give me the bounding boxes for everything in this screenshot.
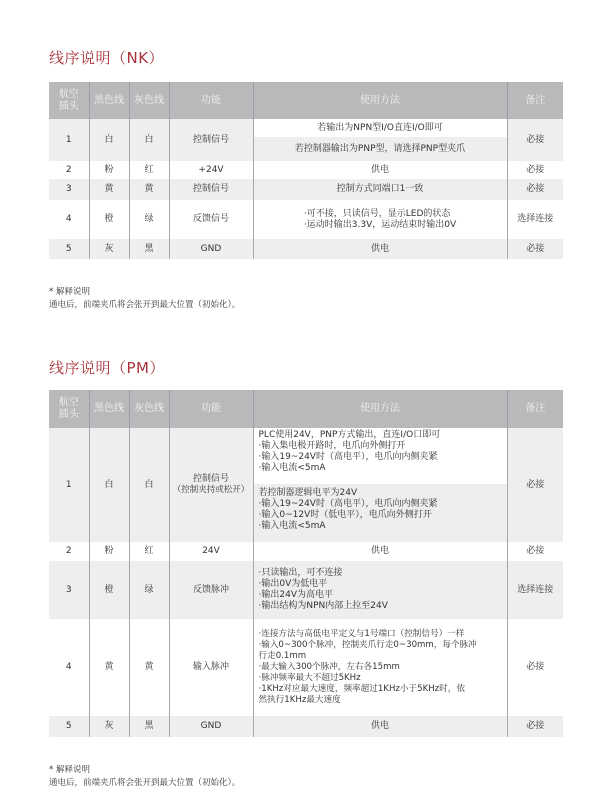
function-cell: 反馈信号 — [169, 200, 253, 239]
black-wire-cell: 黄 — [89, 179, 129, 200]
pin-cell: 3 — [49, 561, 89, 619]
header-black-wire: 黑色线 — [89, 82, 129, 119]
note-cell: 必接 — [507, 239, 563, 259]
usage-block: PLC使用24V，PNP方式输出，直连I/O口即可 ·输入集电极开路时，电爪向外侧打开 ·输入19~24V时（高电平），电爪向内侧夹紧 ·输入电流<5mA — [254, 428, 507, 484]
usage-cell — [253, 428, 507, 542]
function-cell: 输入脉冲 — [169, 619, 253, 716]
gray-wire-cell: 红 — [129, 161, 169, 179]
usage-line: ·最大输入300个脉冲，左右各15mm — [258, 662, 400, 672]
usage-line: 行走0.1mm — [258, 651, 307, 661]
gray-wire-cell: 黄 — [129, 179, 169, 200]
black-wire-cell: 橙 — [89, 200, 129, 239]
note-cell: 必接 — [507, 161, 563, 179]
black-wire-cell: 白 — [89, 428, 129, 542]
function-cell: 24V — [169, 542, 253, 561]
function-cell: +24V — [169, 161, 253, 179]
note-cell: 选择连接 — [507, 561, 563, 619]
header-gray-wire: 灰色线 — [129, 390, 169, 428]
gray-wire-cell: 白 — [129, 428, 169, 542]
usage-cell: 供电 — [253, 716, 507, 737]
usage-line: ·只读输出，可不连接 — [258, 568, 343, 578]
gray-wire-cell: 黄 — [129, 619, 169, 716]
pm-header-row — [49, 390, 563, 428]
nk-section-title: 线序说明（NK） — [49, 49, 165, 67]
gray-wire-cell: 黑 — [129, 239, 169, 259]
table-row — [49, 542, 563, 561]
table-row — [49, 161, 563, 179]
usage-line: ·输出结构为NPN内部上拉至24V — [258, 601, 388, 611]
table-row — [49, 716, 563, 737]
header-usage: 使用方法 — [253, 82, 507, 119]
header-function: 功能 — [169, 390, 253, 428]
header-note: 备注 — [507, 82, 563, 119]
black-wire-cell: 灰 — [89, 239, 129, 259]
footnote-title: * 解释说明 — [49, 765, 90, 775]
black-wire-cell: 黄 — [89, 619, 129, 716]
note-cell: 选择连接 — [507, 200, 563, 239]
header-plug: 航空 插头 — [49, 390, 89, 428]
usage-line: ·运动时输出3.3V，运动结束时输出0V — [303, 219, 457, 230]
usage-cell — [253, 200, 507, 239]
gray-wire-cell: 黑 — [129, 716, 169, 737]
usage-line: 然执行1KHz最大速度 — [258, 695, 341, 705]
black-wire-cell: 橙 — [89, 561, 129, 619]
table-row — [49, 428, 563, 542]
table-row — [49, 119, 563, 161]
gray-wire-cell: 红 — [129, 542, 169, 561]
footnote-text: 通电后，前端夹爪将会张开到最大位置（初始化）。 — [49, 300, 241, 310]
pin-cell: 1 — [49, 428, 89, 542]
function-cell: 控制信号 — [169, 179, 253, 200]
note-cell: 必接 — [507, 428, 563, 542]
table-row — [49, 561, 563, 619]
usage-line: 若控制器输出为PNP型，请选择PNP型夹爪 — [254, 137, 507, 161]
usage-line: ·脉冲频率最大不超过5KHz — [258, 673, 361, 683]
pin-cell: 4 — [49, 200, 89, 239]
pm-section-title: 线序说明（PM） — [49, 359, 165, 377]
usage-line: ·输出0V为低电平 — [258, 579, 328, 589]
header-plug: 航空 插头 — [49, 82, 89, 119]
function-cell: GND — [169, 716, 253, 737]
pin-cell: 4 — [49, 619, 89, 716]
function-cell: 控制信号 — [169, 119, 253, 161]
header-black-wire: 黑色线 — [89, 390, 129, 428]
header-usage: 使用方法 — [253, 390, 507, 428]
usage-cell: 供电 — [253, 161, 507, 179]
pin-cell: 2 — [49, 542, 89, 561]
footnote-title: * 解释说明 — [49, 287, 90, 297]
header-function: 功能 — [169, 82, 253, 119]
note-cell: 必接 — [507, 179, 563, 200]
header-note: 备注 — [507, 390, 563, 428]
note-cell: 必接 — [507, 619, 563, 716]
function-cell: 控制信号 （控制夹持或松开） — [169, 428, 253, 542]
note-cell: 必接 — [507, 119, 563, 161]
footnote-text: 通电后，前端夹爪将会张开到最大位置（初始化）。 — [49, 778, 241, 788]
header-gray-wire: 灰色线 — [129, 82, 169, 119]
gray-wire-cell: 绿 — [129, 561, 169, 619]
black-wire-cell: 灰 — [89, 716, 129, 737]
pin-cell: 5 — [49, 716, 89, 737]
usage-cell: 控制方式同端口1一致 — [253, 179, 507, 200]
nk-wiring-table — [49, 82, 563, 259]
usage-cell — [253, 561, 507, 619]
usage-line: ·输入0~300个脉冲，控制夹爪行走0~30mm，每个脉冲 — [258, 640, 477, 650]
pm-footnote — [49, 764, 240, 790]
pin-cell: 1 — [49, 119, 89, 161]
usage-cell: 供电 — [253, 542, 507, 561]
table-row — [49, 619, 563, 716]
usage-line: ·连接方法与高低电平定义与1号端口（控制信号）一样 — [258, 629, 465, 639]
usage-line: ·输出24V为高电平 — [258, 590, 333, 600]
gray-wire-cell: 绿 — [129, 200, 169, 239]
pin-cell: 5 — [49, 239, 89, 259]
nk-footnote — [49, 286, 240, 312]
black-wire-cell: 白 — [89, 119, 129, 161]
black-wire-cell: 粉 — [89, 161, 129, 179]
table-row — [49, 200, 563, 239]
table-row — [49, 239, 563, 259]
usage-cell — [253, 119, 507, 161]
pin-cell: 3 — [49, 179, 89, 200]
pm-wiring-table — [49, 390, 563, 737]
usage-cell: 供电 — [253, 239, 507, 259]
usage-line: 若输出为NPN型I/O直连I/O即可 — [254, 119, 507, 137]
table-row — [49, 179, 563, 200]
usage-block: 若控制器逻辑电平为24V ·输入19~24V时（高电平），电爪向内侧夹紧 ·输入0~12V时（低电平），电爪向外侧打开 ·输入电流<5mA — [254, 484, 507, 542]
note-cell: 必接 — [507, 542, 563, 561]
black-wire-cell: 粉 — [89, 542, 129, 561]
note-cell: 必接 — [507, 716, 563, 737]
usage-line: ·1KHz对应最大速度，频率超过1KHz小于5KHz时，依 — [258, 684, 465, 694]
usage-cell — [253, 619, 507, 716]
function-cell: GND — [169, 239, 253, 259]
usage-line: ·可不接，只读信号，显示LED的状态 — [303, 208, 451, 219]
gray-wire-cell: 白 — [129, 119, 169, 161]
nk-header-row — [49, 82, 563, 119]
function-cell: 反馈脉冲 — [169, 561, 253, 619]
pin-cell: 2 — [49, 161, 89, 179]
